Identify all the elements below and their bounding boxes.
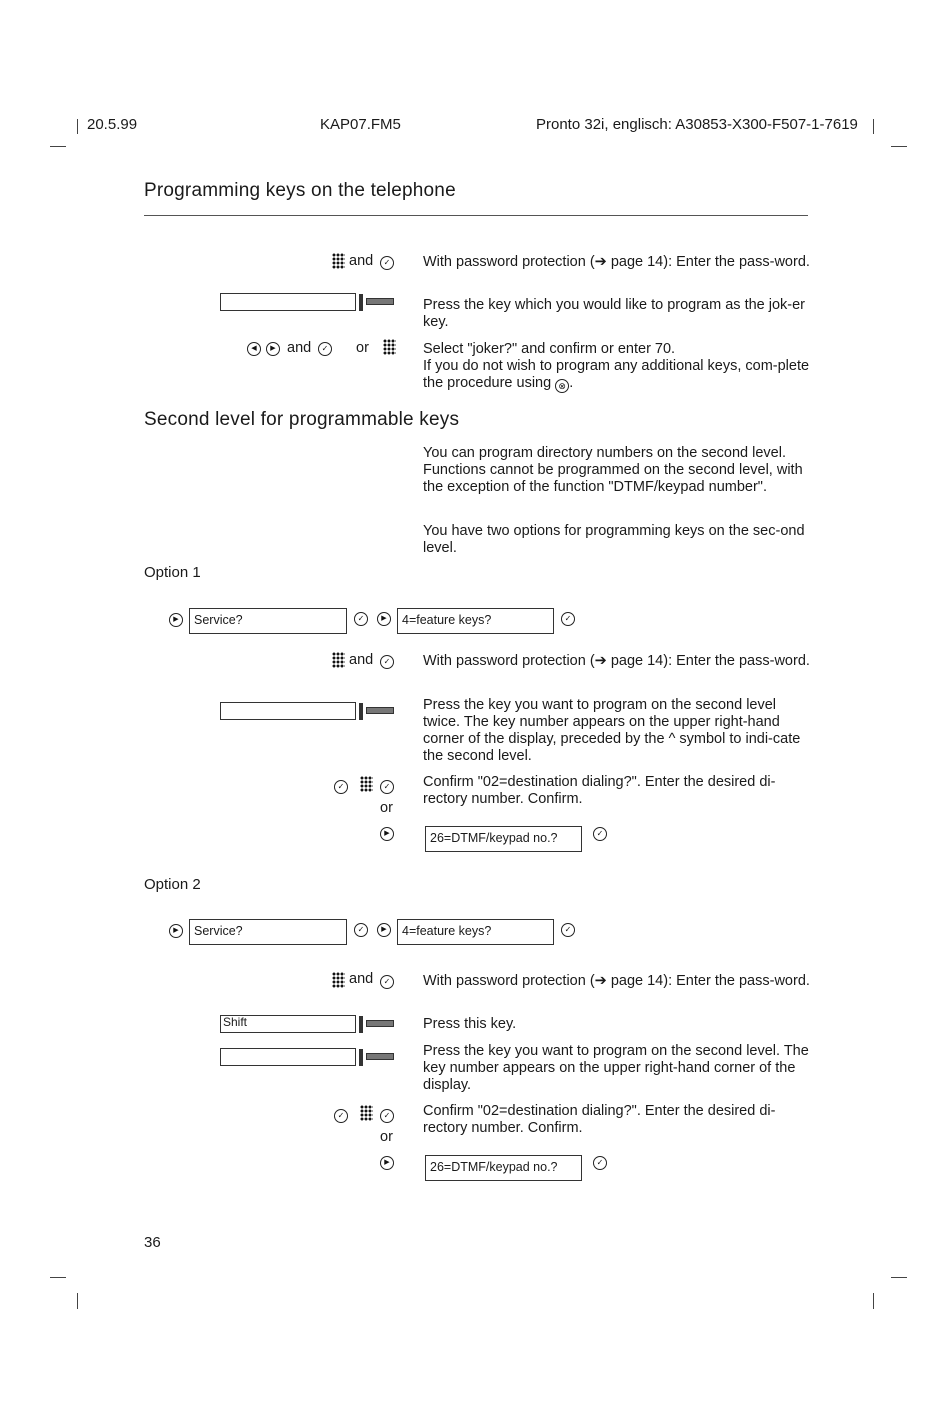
right-arrow-icon: ▶	[266, 342, 280, 356]
programmable-key[interactable]	[366, 707, 394, 714]
keypad-icon	[360, 776, 373, 792]
right-arrow-icon: ▶	[380, 1156, 394, 1170]
or-label: or	[356, 340, 369, 356]
step-text: Press the key which you would like to program as the jok-er key.	[423, 297, 806, 330]
programmable-key[interactable]	[366, 1053, 394, 1060]
intro-text: You have two options for programming keys on the sec-ond level.	[423, 523, 805, 556]
keypad-icon	[360, 1105, 373, 1121]
option-label: Option 2	[144, 876, 201, 893]
section-title: Second level for programmable keys	[144, 409, 460, 430]
key-label-field	[220, 702, 356, 720]
right-arrow-icon: ▶	[377, 612, 391, 626]
header-doc: Pronto 32i, englisch: A30853-X300-F507-1-7619	[536, 116, 858, 133]
confirm-check-icon: ✓	[354, 923, 368, 937]
display-dtmf: 26=DTMF/keypad no.?	[425, 1155, 582, 1181]
and-label: and	[349, 253, 374, 269]
keypad-icon	[332, 253, 345, 269]
key-label-field	[220, 1048, 356, 1066]
display-feature-keys: 4=feature keys?	[397, 608, 554, 634]
header-file: KAP07.FM5	[320, 116, 401, 133]
or-label: or	[380, 1129, 393, 1145]
and-label: and	[349, 971, 374, 987]
confirm-check-icon: ✓	[334, 780, 348, 794]
keypad-icon	[332, 972, 345, 988]
shift-key[interactable]	[366, 1020, 394, 1027]
crop-mark	[50, 146, 66, 147]
header-date: 20.5.99	[87, 116, 138, 133]
key-separator	[359, 703, 363, 720]
right-arrow-icon: ▶	[380, 827, 394, 841]
key-separator	[359, 1016, 363, 1033]
step-text: Confirm "02=destination dialing?". Enter the desired di-rectory number. Confirm.	[423, 774, 776, 807]
and-label: and	[287, 340, 312, 356]
confirm-check-icon: ✓	[561, 612, 575, 626]
step-text: With password protection (➔ page 14): Enter the pass-word.	[423, 254, 810, 270]
page-number: 36	[144, 1234, 161, 1251]
key-label-field	[220, 293, 356, 311]
step-text: Select "joker?" and confirm or enter 70. If you do not wish to program any additional keys, com-plete the procedure using ⊗ .	[423, 341, 810, 391]
confirm-check-icon: ✓	[318, 342, 332, 356]
step-text: Press the key you want to program on the second level twice. The key number appears on the upper right-hand corner of the display, preceded by the ^ symbol to indi-cate the second level.	[423, 697, 801, 764]
confirm-check-icon: ✓	[561, 923, 575, 937]
step-text: Press this key.	[423, 1016, 517, 1032]
section-title: Programming keys on the telephone	[144, 180, 456, 201]
crop-mark	[891, 146, 907, 147]
confirm-check-icon: ✓	[380, 1109, 394, 1123]
confirm-check-icon: ✓	[380, 780, 394, 794]
key-separator	[359, 294, 363, 311]
display-dtmf: 26=DTMF/keypad no.?	[425, 826, 582, 852]
intro-text: You can program directory numbers on the second level. Functions cannot be programmed on the second level, with the exception of the function "DTMF/keypad number".	[423, 445, 803, 495]
key-separator	[359, 1049, 363, 1066]
confirm-check-icon: ✓	[593, 1156, 607, 1170]
or-label: or	[380, 800, 393, 816]
crop-mark	[50, 1277, 66, 1278]
step-text: Press the key you want to program on the second level. The key number appears on the upper right-hand corner of the display.	[423, 1043, 809, 1093]
crop-mark	[891, 1277, 907, 1278]
confirm-check-icon: ✓	[593, 827, 607, 841]
crop-mark	[873, 1293, 874, 1309]
title-rule	[144, 215, 808, 216]
confirm-check-icon: ✓	[380, 975, 394, 989]
shift-key-label: Shift	[220, 1015, 356, 1033]
left-arrow-icon: ◀	[247, 342, 261, 356]
display-feature-keys: 4=feature keys?	[397, 919, 554, 945]
keypad-icon	[332, 652, 345, 668]
cancel-icon: ⊗	[555, 379, 569, 393]
display-service: Service?	[189, 608, 347, 634]
right-arrow-icon: ▶	[377, 923, 391, 937]
crop-mark	[873, 119, 874, 134]
keypad-icon	[383, 339, 396, 355]
crop-mark	[77, 1293, 78, 1309]
confirm-check-icon: ✓	[380, 655, 394, 669]
step-text: Confirm "02=destination dialing?". Enter the desired di-rectory number. Confirm.	[423, 1103, 776, 1136]
right-arrow-icon: ▶	[169, 613, 183, 627]
and-label: and	[349, 652, 374, 668]
confirm-check-icon: ✓	[354, 612, 368, 626]
confirm-check-icon: ✓	[334, 1109, 348, 1123]
right-arrow-icon: ▶	[169, 924, 183, 938]
crop-mark	[77, 119, 78, 134]
step-text: With password protection (➔ page 14): Enter the pass-word.	[423, 973, 810, 989]
confirm-check-icon: ✓	[380, 256, 394, 270]
step-text: With password protection (➔ page 14): Enter the pass-word.	[423, 653, 810, 669]
option-label: Option 1	[144, 564, 201, 581]
display-service: Service?	[189, 919, 347, 945]
programmable-key[interactable]	[366, 298, 394, 305]
